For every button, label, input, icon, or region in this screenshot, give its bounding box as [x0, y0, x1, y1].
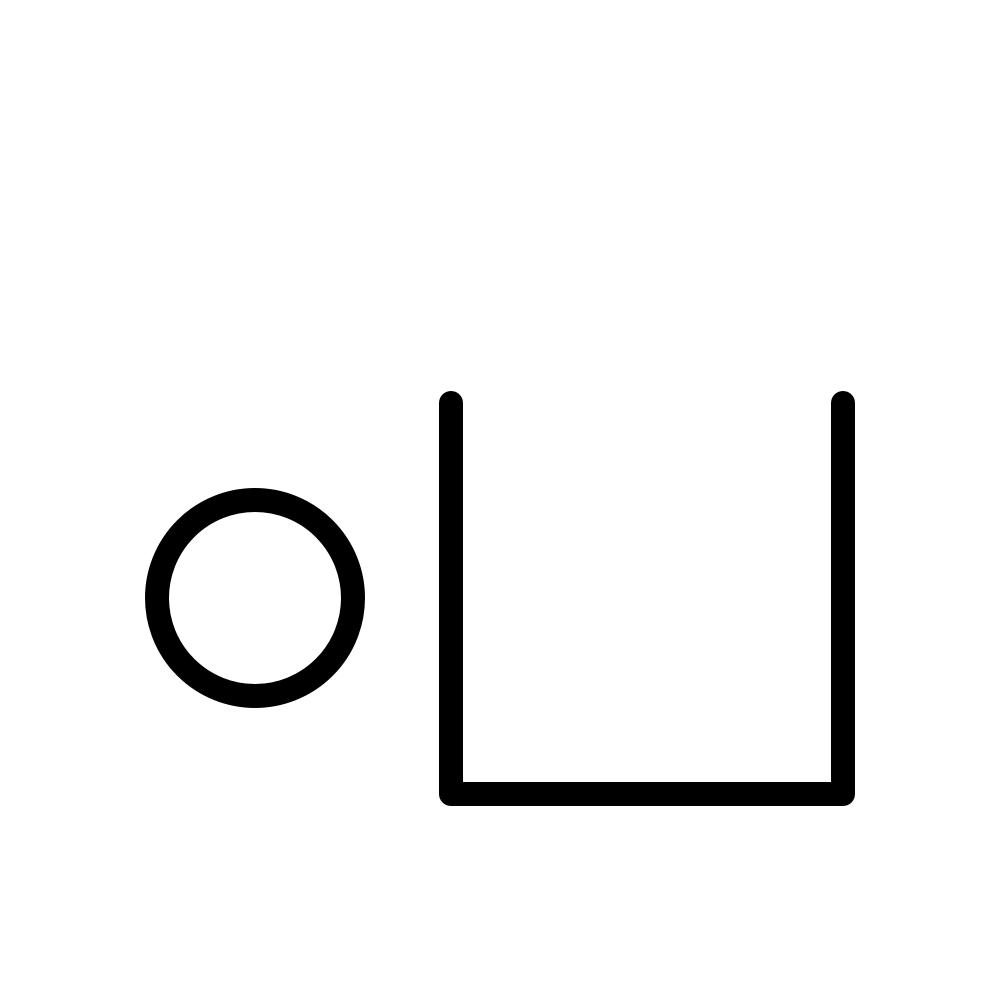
open-container-shape	[451, 403, 843, 794]
circle-shape	[157, 500, 353, 696]
